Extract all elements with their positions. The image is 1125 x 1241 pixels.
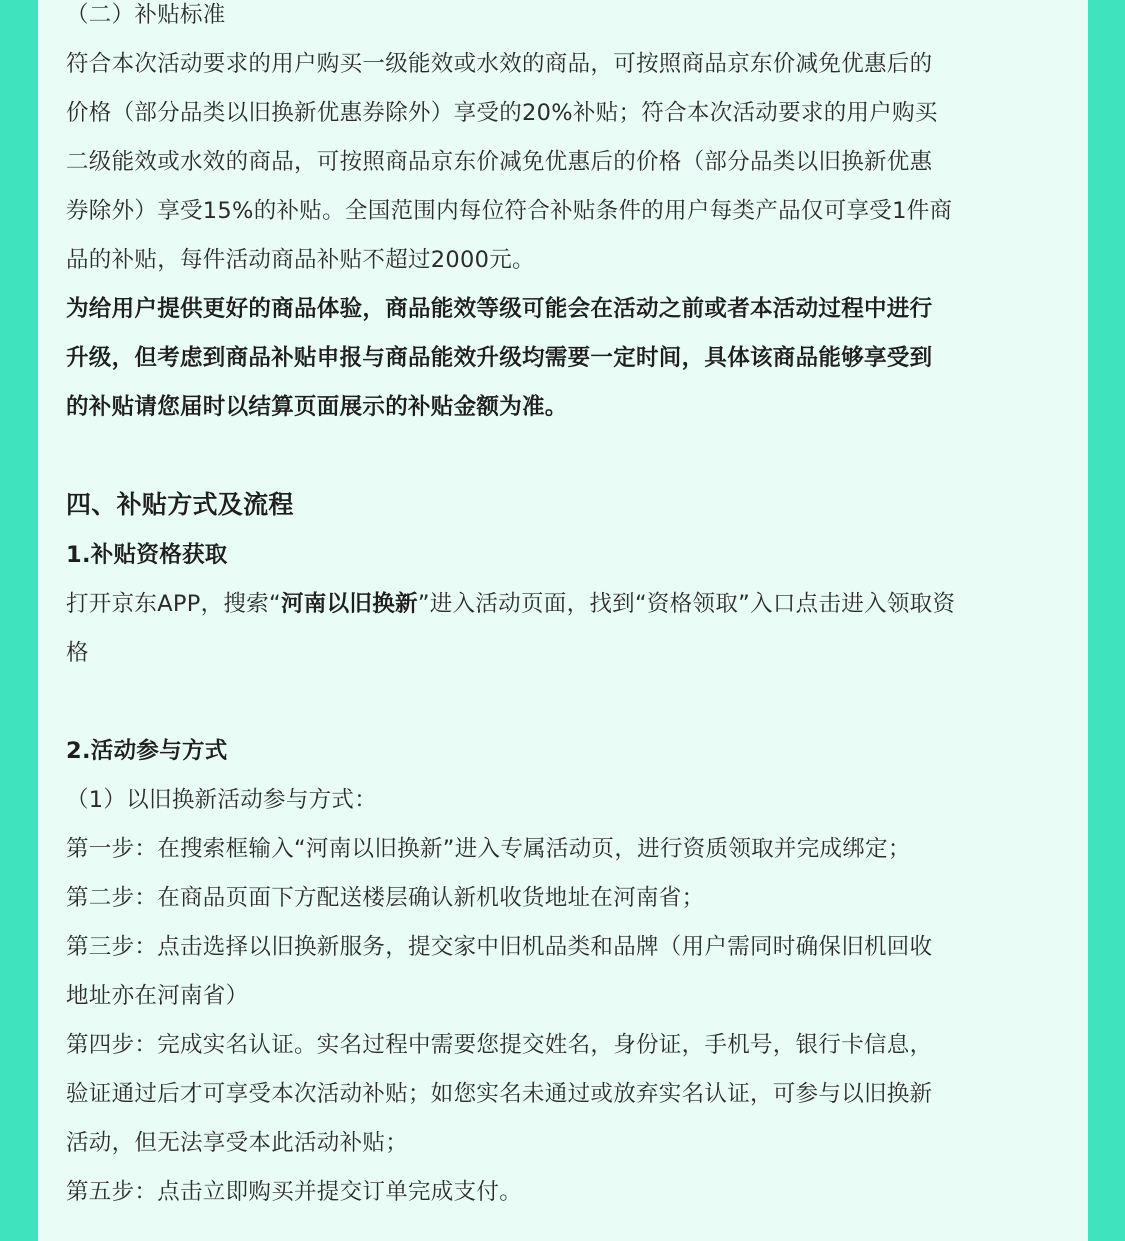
- paragraph-line: 品的补贴，每件活动商品补贴不超过2000元。: [66, 247, 535, 273]
- paragraph-line: 价格（部分品类以旧换新优惠券除外）享受的20%补贴；符合本次活动要求的用户购买: [66, 100, 938, 126]
- bold-notice-line: 升级，但考虑到商品补贴申报与商品能效升级均需要一定时间，具体该商品能够享受到: [66, 345, 933, 371]
- bold-notice-line: 为给用户提供更好的商品体验，商品能效等级可能会在活动之前或者本活动过程中进行: [66, 296, 933, 322]
- step-line: 第一步：在搜索框输入“河南以旧换新”进入专属活动页，进行资质领取并完成绑定；: [66, 836, 911, 862]
- bold-notice-line: 的补贴请您届时以结算页面展示的补贴金额为准。: [66, 394, 568, 420]
- paragraph-line: 符合本次活动要求的用户购买一级能效或水效的商品，可按照商品京东价减免优惠后的: [66, 51, 933, 77]
- content-panel: [38, 0, 1088, 1241]
- step-line: 验证通过后才可享受本次活动补贴；如您实名未通过或放弃实名认证，可参与以旧换新: [66, 1081, 933, 1107]
- section-four-title: 四、补贴方式及流程: [66, 490, 294, 519]
- paragraph-line: 券除外）享受15%的补贴。全国范围内每位符合补贴条件的用户每类产品仅可享受1件商: [66, 198, 953, 224]
- step-line: 活动，但无法享受本此活动补贴；: [66, 1130, 409, 1156]
- sub1-title: 1.补贴资格获取: [66, 542, 228, 568]
- sub1-line-suffix: ”进入活动页面，找到“资格领取”入口点击进入领取资: [417, 591, 956, 617]
- sub1-line-bold: 河南以旧换新: [281, 591, 418, 617]
- sub1-line-wrap: 格: [66, 640, 89, 666]
- paragraph-line: 二级能效或水效的商品，可按照商品京东价减免优惠后的价格（部分品类以旧换新优惠: [66, 149, 933, 175]
- sub1-line-prefix: 打开京东APP，搜索“: [66, 591, 281, 617]
- sub1-line: [66, 580, 955, 629]
- step-line: 第三步：点击选择以旧换新服务，提交家中旧机品类和品牌（用户需同时确保旧机回收: [66, 934, 933, 960]
- sub2-title: 2.活动参与方式: [66, 738, 228, 764]
- method-title: （1）以旧换新活动参与方式：: [66, 787, 378, 813]
- step-line: 地址亦在河南省）: [66, 983, 249, 1009]
- step-line: 第二步：在商品页面下方配送楼层确认新机收货地址在河南省；: [66, 885, 705, 911]
- step-line: 第五步：点击立即购买并提交订单完成支付。: [66, 1179, 523, 1205]
- subsidy-standard-title: （二）补贴标准: [66, 2, 226, 28]
- step-line: 第四步：完成实名认证。实名过程中需要您提交姓名，身份证，手机号，银行卡信息，: [66, 1032, 933, 1058]
